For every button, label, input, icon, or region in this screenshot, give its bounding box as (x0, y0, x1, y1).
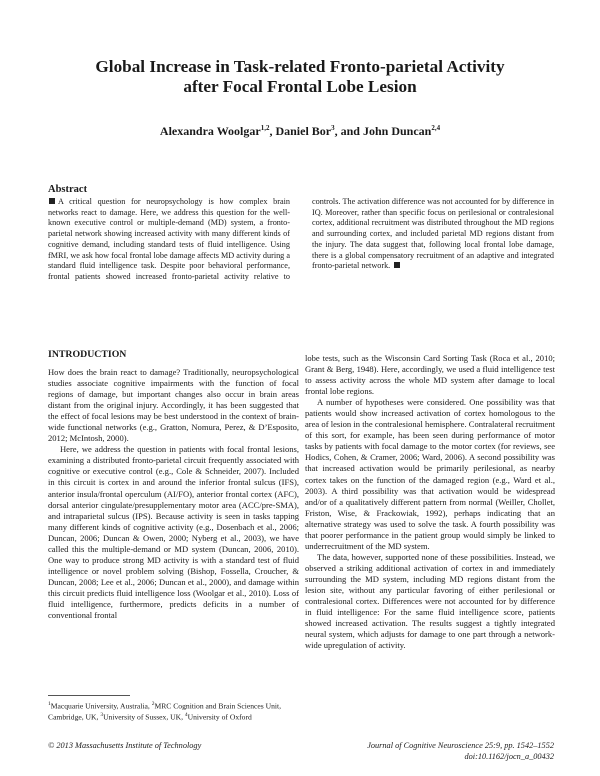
paragraph: A number of hypotheses were considered. One possibility was that patients would show increased activation of cortex homologous to the area of lesion in the contralesional hemisphere. Contralateral recruitment of this sort, for example, has been seen during performance of motor tasks by patients with focal damage to the motor cortex (for reviews, see Hodics, Cohen, & Cramer, 2006; Ward, 2006). A second possibility was that increased activation would be primarily perilesional, as nearby cortex takes on the function of the damaged region (e.g., Ward et al., 2003). A third possibility was that activation would be widespread and/or of a qualitatively different pattern from normal (Weiller, Chollet, Friston, Wise, & Frackowiak, 1992), perhaps indicating that an alternative strategy was used to solve the task. A fourth possibility was that poorer performance in the patient group would simply be linked to underrecruitment of the MD system. (305, 397, 555, 551)
journal-citation (367, 741, 554, 762)
footnote-rule (48, 695, 130, 696)
paragraph: Here, we address the question in patients with focal frontal lesions, examining a distributed fronto-parietal circuit frequently associated with cognitive or executive control (e.g., Cole & Schneider, 2007). Included in this circuit is cortex in and around the inferior frontal sulcus (IFS), anterior insula/frontal operculum (AI/FO), anterior frontal cortex (AFC), dorsal anterior cingulate/presupplementary motor area (ACC/pre-SMA), and intraparietal sulcus (IPS). Because activity is seen in tasks tapping many different kinds of cognitive activity (e.g., Dosenbach et al., 2006; Duncan, 2006; Duncan & Owen, 2000; Nyberg et al., 2003), we have called this the multiple-demand or MD system (Duncan, 2006, 2010). One way to produce strong MD activity is with a standard test of fluid intelligence or novel problem solving (Bishop, Fossella, Croucher, & Duncan, 2008; Lee et al., 2006; Duncan et al., 2000), and damage within this circuit predicts fluid intelligence loss (Woolgar et al., 2010). Loss of fluid intelligence, furthermore, predicts deficits in a number of conventional frontal (48, 444, 299, 621)
abstract-text: A critical question for neuropsychology is how complex brain networks react to damage. Here, we address this question for the well-known executive control or multiple-demand (MD) system, a fronto-parietal network showing increased activity with many different kinds of cognitive demand, including standard tests of fluid intelligence. Using fMRI, we ask how focal frontal lobe damage affects MD activity during a standard fluid intelligence task. Despite poor behavioral performance, frontal patients showed increased fronto-parietal activity relative to controls. The activation difference was not accounted for by difference in IQ. Moreover, rather than specific focus on perilesional or contralesional cortex, additional recruitment was distributed throughout the MD regions and surrounding cortex, and included parietal MD regions distant from the injury. The data suggest that, following local frontal lobe damage, there is a global compensatory recruitment of an adaptive and integrated fronto-parietal network. (48, 197, 554, 281)
affiliations-footnote (48, 700, 298, 722)
author-separator: , and (334, 124, 363, 138)
paragraph: The data, however, supported none of these possibilities. Instead, we observed a striking additional activation of cortex in and immediately surrounding the MD system, including MD regions distant from the lesion site, without any particular favoring of either perilesional or contralesional cortex. Differences were not accounted for by difference in fluid intelligence: For the same fluid intelligence score, patients showed increased activation. The results suggest a tightly integrated neural system, which adjusts for damage to one part through a network-wide upregulation of activity. (305, 551, 555, 651)
start-square-icon (49, 198, 55, 204)
author-affiliation: 2,4 (431, 124, 441, 132)
abstract-heading: Abstract (48, 184, 88, 195)
left-column (48, 349, 299, 621)
author-name: John Duncan (362, 124, 432, 138)
title-line-1: Global Increase in Task-related Fronto-parietal Activity (95, 57, 505, 76)
author-list (40, 123, 560, 139)
author-name: Daniel Bor (275, 124, 332, 138)
footnote-number: 4 (184, 712, 188, 719)
footnote-number: 2 (151, 701, 155, 707)
journal-doi: doi:10.1162/jocn_a_00432 (464, 751, 554, 761)
paragraph: lobe tests, such as the Wisconsin Card Sorting Task (Roca et al., 2010; Grant & Berg, 1948). Here, accordingly, we used a fluid intelligence test to assess activity across the whole MD system after damage to local frontal lobe regions. (305, 353, 555, 397)
copyright-notice: © 2013 Massachusetts Institute of Technology (48, 741, 202, 750)
footnote-number: 1 (48, 701, 51, 707)
author-name: Alexandra Woolgar (159, 124, 261, 138)
footnote-text: University of Sussex, UK, (103, 712, 185, 722)
author-affiliation: 3 (331, 124, 335, 132)
article-title (40, 57, 560, 97)
right-column (305, 353, 555, 651)
paragraph: How does the brain react to damage? Traditionally, neuropsychological studies associate cognitive impairments with the function of focal regions of damage, but important changes also occur in brain areas distant from the original injury. Accordingly, it has been suggested that the effect of focal lesions may be best understood in the context of brain-wide functional networks (e.g., Gratton, Nomura, Perez, & D’Esposito, 2012; McIntosh, 2000). (48, 367, 299, 444)
title-line-2: after Focal Frontal Lobe Lesion (183, 77, 417, 96)
journal-line-1: Journal of Cognitive Neuroscience 25:9, pp. 1542–1552 (367, 741, 554, 750)
footnote-number: 3 (100, 712, 104, 719)
footnote-text: MRC Cognition and Brain Sciences Unit, Cambridge, UK, (48, 701, 282, 722)
abstract-body (48, 197, 554, 283)
section-heading: INTRODUCTION (48, 349, 127, 360)
author-affiliation: 1,2 (260, 124, 270, 132)
footnote-text: University of Oxford (187, 712, 252, 722)
end-square-icon (394, 262, 400, 268)
author-separator: , (269, 124, 276, 138)
footnote-text: Macquarie University, Australia, (50, 701, 152, 711)
